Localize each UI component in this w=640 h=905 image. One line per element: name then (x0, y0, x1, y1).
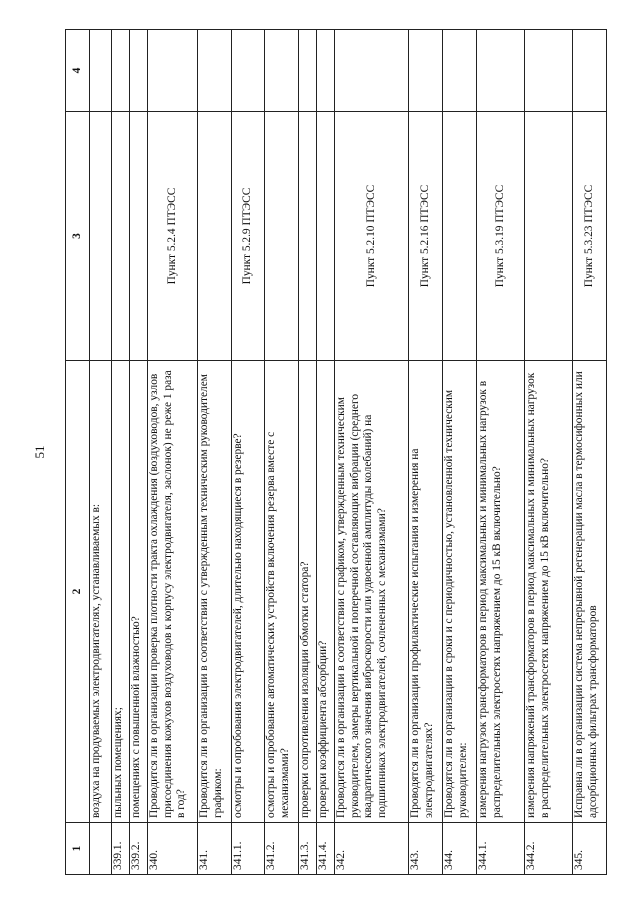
row-col4 (525, 30, 573, 112)
row-reference (525, 112, 573, 361)
row-col4 (443, 30, 477, 112)
row-question: Исправна ли в организации система непрерывной регенерации масла в термосифонных или адсорбционных фильтрах трансформаторов (573, 361, 607, 823)
row-number: 343. (409, 823, 443, 875)
row-question: Проводится ли в организации в соответствии с графиком, утвержденным техническим руководителем, замеры вертикальной и поперечной составляющих вибрации (среднего квадратического значения виброскорости или удвоенной амплитуды колебаний) на подшипниках электродвигателей, сочлененных с механизмами? (335, 361, 409, 823)
row-col4 (232, 30, 265, 112)
table-row (198, 30, 232, 875)
table-row (573, 30, 607, 875)
table-row (335, 30, 409, 875)
row-reference: Пункт 5.2.9 ПТЭСС (232, 112, 265, 361)
row-question: пыльных помещениях; (112, 361, 130, 823)
row-number: 339.1. (112, 823, 130, 875)
row-col4 (573, 30, 607, 112)
row-number: 344.2. (525, 823, 573, 875)
row-reference (112, 112, 130, 361)
row-col4 (148, 30, 198, 112)
page-number: 51 (32, 445, 47, 459)
table-row (525, 30, 573, 875)
row-reference: Пункт 5.3.19 ПТЭСС (477, 112, 525, 361)
row-reference (317, 112, 335, 361)
row-reference (198, 112, 232, 361)
row-col4 (317, 30, 335, 112)
row-col4 (477, 30, 525, 112)
header-col-1: 1 (66, 823, 90, 875)
row-col4 (265, 30, 299, 112)
row-question: помещениях с повышенной влажностью? (130, 361, 148, 823)
header-col-2: 2 (66, 361, 90, 823)
row-number: 344. (443, 823, 477, 875)
table-row (409, 30, 443, 875)
row-reference: Пункт 5.2.10 ПТЭСС (335, 112, 409, 361)
row-number (90, 823, 112, 875)
table-row (112, 30, 130, 875)
header-col-4: 4 (66, 30, 90, 112)
row-col4 (90, 30, 112, 112)
row-question: проверки коэффициента абсорбции? (317, 361, 335, 823)
table-row (299, 30, 317, 875)
header-col-3: 3 (66, 112, 90, 361)
row-reference (265, 112, 299, 361)
row-number: 342. (335, 823, 409, 875)
row-question: Проводится ли в организации проверка плотности тракта охлаждения (воздуховодов, узлов присоединения кожухов воздуховодов к корпусу электродвигателя, заслонок) не реже 1 раза в год? (148, 361, 198, 823)
row-question: Проводится ли в организации в соответствии с утвержденным техническим руководителем графиком: (198, 361, 232, 823)
row-number: 341.3. (299, 823, 317, 875)
row-question: измерения напряжений трансформаторов в период максимальных и минимальных нагрузок в распределительных электросетях напряжением до 15 кВ включительно? (525, 361, 573, 823)
table-row (130, 30, 148, 875)
table-row (90, 30, 112, 875)
row-reference: Пункт 5.3.23 ПТЭСС (573, 112, 607, 361)
row-col4 (112, 30, 130, 112)
row-question: воздуха на продуваемых электродвигателях, устанавливаемых в: (90, 361, 112, 823)
row-reference (299, 112, 317, 361)
row-col4 (198, 30, 232, 112)
table-row (477, 30, 525, 875)
row-col4 (299, 30, 317, 112)
rotated-table-container (65, 30, 620, 875)
table-row (443, 30, 477, 875)
row-col4 (335, 30, 409, 112)
row-reference: Пункт 5.2.16 ПТЭСС (409, 112, 443, 361)
table-row (265, 30, 299, 875)
checklist-table (65, 29, 607, 875)
table-row (232, 30, 265, 875)
row-question: Проводятся ли в организации в сроки и с периодичностью, установленной техническим руководителем: (443, 361, 477, 823)
row-number: 341. (198, 823, 232, 875)
table-row (148, 30, 198, 875)
row-col4 (130, 30, 148, 112)
row-question: измерения нагрузок трансформаторов в период максимальных и минимальных нагрузок в распределительных электросетях напряжением до 15 кВ включительно? (477, 361, 525, 823)
row-number: 344.1. (477, 823, 525, 875)
row-reference (90, 112, 112, 361)
row-number: 341.1. (232, 823, 265, 875)
row-question: проверки сопротивления изоляции обмотки статора? (299, 361, 317, 823)
header-row (66, 30, 90, 875)
row-question: осмотры и опробование автоматических устройств включения резерва вместе с механизмами? (265, 361, 299, 823)
row-col4 (409, 30, 443, 112)
row-reference (443, 112, 477, 361)
row-number: 340. (148, 823, 198, 875)
row-reference (130, 112, 148, 361)
row-reference: Пункт 5.2.4 ПТЭСС (148, 112, 198, 361)
row-number: 345. (573, 823, 607, 875)
table-row (317, 30, 335, 875)
row-question: Проводятся ли в организации профилактические испытания и измерения на электродвигателях? (409, 361, 443, 823)
row-number: 341.4. (317, 823, 335, 875)
row-question: осмотры и опробования электродвигателей, длительно находящиеся в резерве? (232, 361, 265, 823)
row-number: 339.2. (130, 823, 148, 875)
row-number: 341.2. (265, 823, 299, 875)
